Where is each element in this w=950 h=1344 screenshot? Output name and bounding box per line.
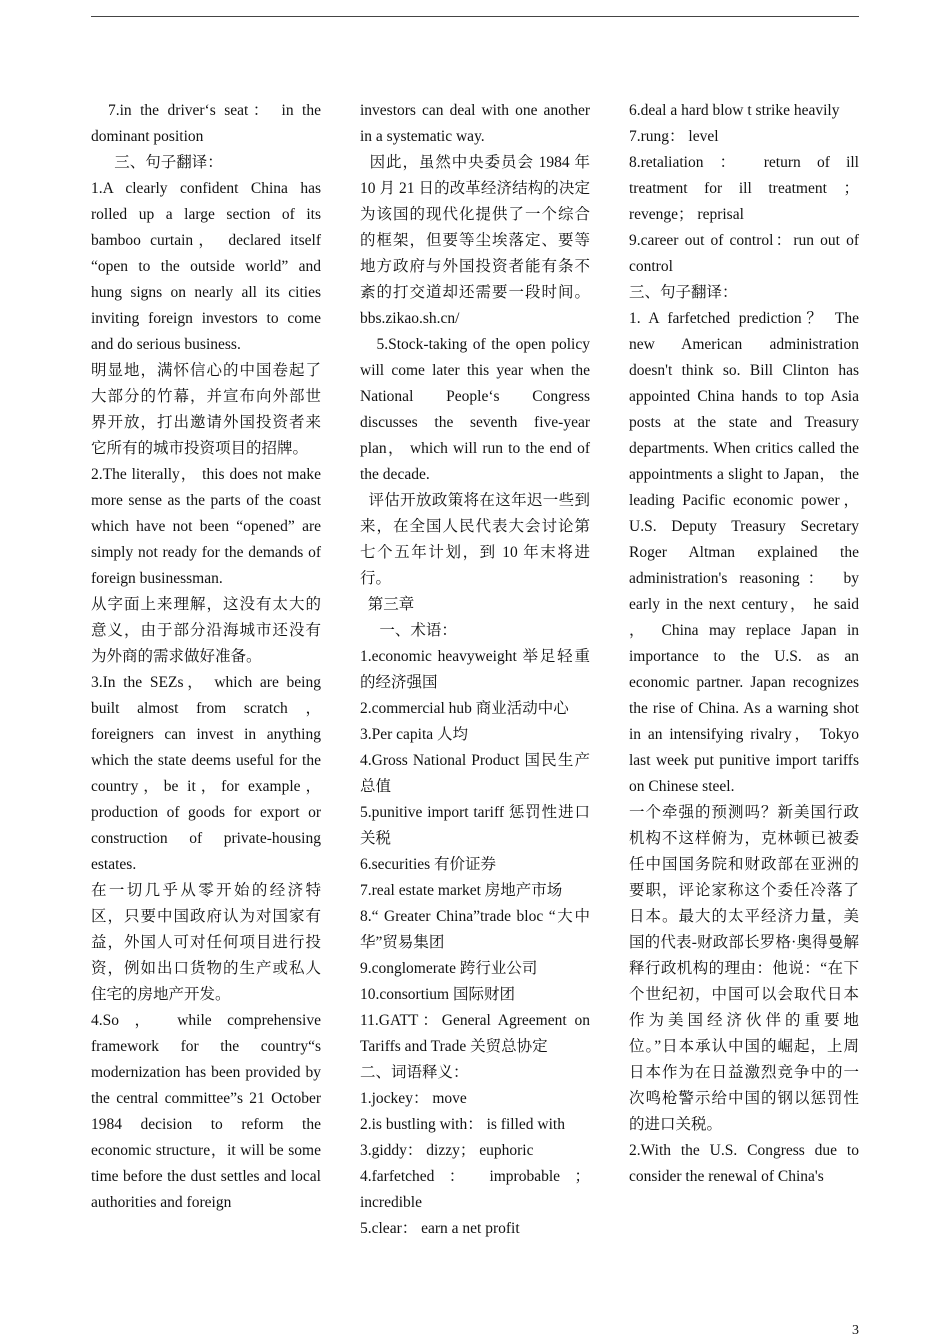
paragraph: 7.in the driver‘s seat： in the dominant position (91, 102, 321, 145)
paragraph: 从字面上来理解，这没有太大的意义，由于部分沿海城市还没有为外商的需求做好准备。 (91, 596, 321, 665)
paragraph: 6.securities 有价证券 (360, 856, 497, 873)
paragraph: investors can deal with one another in a systematic way. (360, 102, 590, 145)
paragraph: 9.conglomerate 跨行业公司 (360, 960, 538, 977)
page-number: 3 (852, 1323, 859, 1338)
paragraph: 因此，虽然中央委员会 1984 年 10 月 21 日的改革经济结构的决定为该国的现代化提供了一个综合的框架，但要等尘埃落定、要等地方政府与外国投资者能有条不紊的打交道却还需要一段时间。 bbs.zikao.sh.cn/ (360, 154, 590, 327)
paragraph: 2.commercial hub 商业活动中心 (360, 700, 569, 717)
paragraph: 2.is bustling with： is filled with (360, 1116, 565, 1133)
paragraph: 5.clear： earn a net profit (360, 1220, 520, 1237)
paragraph: 5.punitive import tariff 惩罚性进口关税 (360, 804, 590, 847)
header-rule (91, 16, 859, 17)
paragraph: 4.farfetched ： improbable ； incredible (360, 1168, 590, 1211)
paragraph: 7.rung： level (629, 128, 719, 145)
paragraph: 2.The literally， this does not make more sense as the parts of the coast which have not been “opened” are simply not ready for the demands of foreign businessman. (91, 466, 321, 587)
paragraph: 三、句子翻译： (629, 284, 738, 301)
paragraph: 4.So ， while comprehensive framework for the country“s modernization has been provided by the central committee”s 21 October 1984 decision to reform the economic structure，it will be some time before the dust settles and local authorities and foreign (91, 1012, 321, 1211)
paragraph: 一、术语： (360, 622, 457, 639)
paragraph: 3.giddy： dizzy； euphoric (360, 1142, 534, 1159)
paragraph: 7.real estate market 房地产市场 (360, 882, 563, 899)
paragraph: 在一切几乎从零开始的经济特区，只要中国政府认为对国家有益，外国人可对任何项目进行投资，例如出口货物的生产或私人住宅的房地产开发。 (91, 882, 321, 1003)
paragraph: 3.Per capita 人均 (360, 726, 469, 743)
paragraph: 6.deal a hard blow t strike heavily (629, 102, 840, 119)
paragraph: 三、句子翻译： (91, 154, 223, 171)
paragraph: 第三章 (360, 596, 415, 613)
paragraph: 一个牵强的预测吗？新美国行政机构不这样俯为，克林顿已被委任中国国务院和财政部在亚洲的要职，评论家称这个委任冷落了日本。最大的太平经济力量，美国的代表-财政部长罗格·奥得曼解释行政机构的理由：他说：“在下个世纪初，中国可以会取代日本作为美国经济伙伴的重要地位。”日本承认中国的崛起，上周日本作为在日益激烈竞争中的一次鸣枪警示给中国的钢以惩罚性的进口关税。 (629, 804, 859, 1133)
paragraph: 4.Gross National Product 国民生产总值 (360, 752, 590, 795)
paragraph: 8.retaliation ： return of ill treatment for ill treatment ； revenge； reprisal (629, 154, 859, 223)
paragraph: 1.economic heavyweight 举足轻重的经济强国 (360, 648, 590, 691)
paragraph: 10.consortium 国际财团 (360, 986, 515, 1003)
paragraph: 明显地，满怀信心的中国卷起了大部分的竹幕，并宣布向外部世界开放，打出邀请外国投资者来它所有的城市投资项目的招牌。 (91, 362, 321, 457)
paragraph: 1. A farfetched prediction？ The new American administration doesn't think so. Bill Clinton has appointed China hands to top Asia posts at the state and Treasury departments. When critics called the appointments a slight to Japan， the leading Pacific economic power， U.S. Deputy Treasury Secretary Roger Altman explained the administration's reasoning： by early in the next century， he said ， China may replace Japan in importance to the U.S. as an economic partner. Japan recognizes the rise of China. As a warning shot in an intensifying rivalry， Tokyo last week put punitive import tariffs on Chinese steel. (629, 310, 859, 795)
paragraph: 二、词语释义： (360, 1064, 469, 1081)
paragraph: 评估开放政策将在这年迟一些到来，在全国人民代表大会讨论第七个五年计划，到 10 年末将进行。 (360, 492, 590, 587)
paragraph: 9.career out of control：run out of control (629, 232, 859, 275)
paragraph: 11.GATT：General Agreement on Tariffs and Trade 关贸总协定 (360, 1012, 590, 1055)
paragraph: 8.“ Greater China”trade bloc “大中华”贸易集团 (360, 908, 590, 951)
paragraph: 3.In the SEZs， which are being built almost from scratch ， foreigners can invest in anything which the state deems useful for the country，be it，for example，production of goods for export or construction of private-housing estates. (91, 674, 321, 873)
paragraph: 1.jockey： move (360, 1090, 467, 1107)
paragraph: 1.A clearly confident China has rolled up a large section of its bamboo curtain， declared itself “open to the outside world” and hung signs on nearly all its cities inviting foreign investors to come and do serious business. (91, 180, 321, 353)
text-column-middle (360, 98, 590, 1242)
text-column-right (629, 98, 859, 1190)
paragraph: 2.With the U.S. Congress due to consider the renewal of China's (629, 1142, 859, 1185)
paragraph: 5.Stock-taking of the open policy will come later this year when the National People‘s Congress discusses the seventh five-year plan， which will run to the end of the decade. (360, 336, 590, 483)
text-column-left (91, 98, 321, 1216)
